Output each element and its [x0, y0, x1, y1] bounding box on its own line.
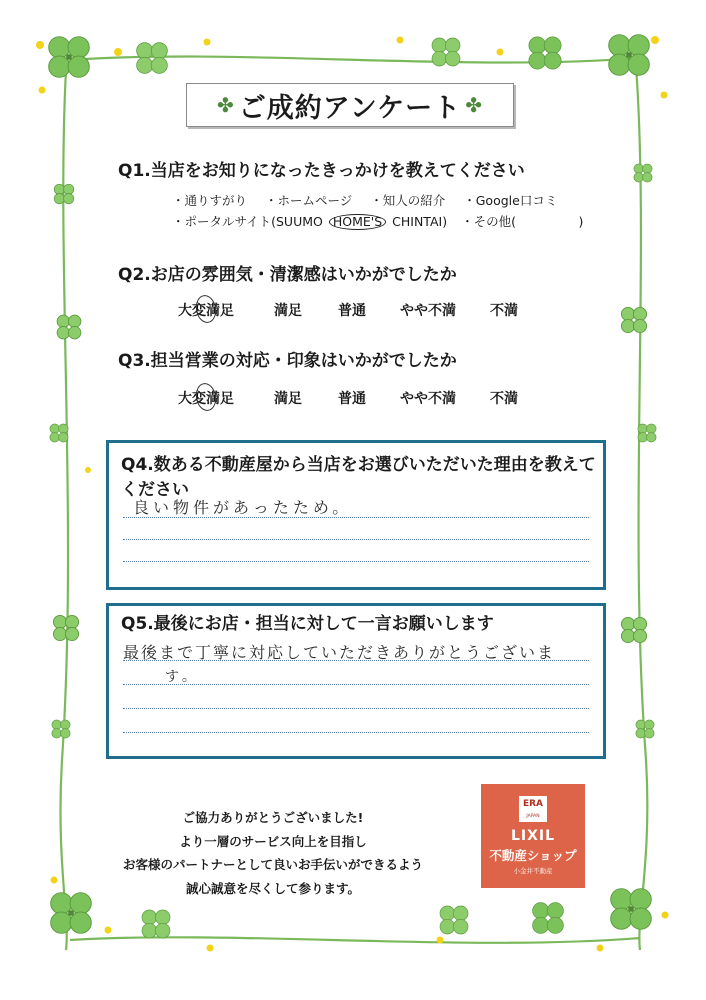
- q5-answer-box: [106, 603, 606, 759]
- q3-heading: Q3.担当営業の対応・印象はいかがでしたか: [118, 351, 457, 371]
- clover-icon: [50, 180, 78, 208]
- clover-icon: ✤: [465, 93, 483, 117]
- page-title: ご成約アンケート: [238, 92, 462, 124]
- answer-line: [123, 708, 589, 709]
- clover-icon: [42, 884, 100, 942]
- q1-option[interactable]: ・通りすがり: [172, 193, 248, 208]
- clover-icon: [600, 26, 658, 84]
- answer-line: [123, 732, 589, 733]
- q3-option[interactable]: 満足: [274, 391, 302, 407]
- closing-message: [108, 806, 438, 900]
- answer-line: [123, 684, 589, 685]
- answer-line: [123, 539, 589, 540]
- clover-icon: [632, 716, 658, 742]
- clover-icon: [616, 612, 652, 648]
- q1-options-row: [172, 190, 583, 211]
- q5-handwritten-answer[interactable]: す。: [165, 669, 200, 685]
- q2-option[interactable]: やや不満: [400, 303, 456, 319]
- q4-heading-line: ください: [121, 480, 189, 500]
- clover-icon: [136, 904, 176, 944]
- closing-line: より一層のサービス向上を目指し: [179, 833, 367, 849]
- q4-heading-line: Q4.数ある不動産屋から当店をお選びいただいた理由を教えて: [121, 455, 596, 475]
- clover-icon: [634, 420, 660, 446]
- q3-option[interactable]: 普通: [338, 391, 366, 407]
- clover-icon: [46, 420, 72, 446]
- answer-line: [123, 660, 589, 661]
- q1-heading: Q1.当店をお知りになったきっかけを教えてください: [118, 161, 525, 181]
- clover-icon: [434, 900, 474, 940]
- q1-option-selected[interactable]: HOME'S: [329, 214, 386, 230]
- q2-option[interactable]: 満足: [274, 303, 302, 319]
- answer-line: [123, 561, 589, 562]
- company-logo: [481, 784, 585, 888]
- closing-line: お客様のパートナーとして良いお手伝いができるよう: [122, 857, 423, 872]
- clover-icon: [48, 716, 74, 742]
- shop-name: 不動産ショップ: [489, 848, 577, 863]
- q2-option[interactable]: 普通: [338, 303, 366, 319]
- lixil-logo-text: LIXIL: [510, 828, 556, 844]
- answer-line: [123, 517, 589, 518]
- q4-answer-box: [106, 440, 606, 590]
- clover-icon: [426, 32, 466, 72]
- clover-icon: [522, 30, 568, 76]
- q1-option[interactable]: ・ホームページ: [265, 193, 353, 208]
- clover-icon: [48, 610, 84, 646]
- q1-option-portal[interactable]: ・ポータルサイト(SUUMO: [172, 214, 323, 229]
- era-japan-text: JAPAN: [526, 814, 540, 819]
- q1-options: [172, 190, 583, 232]
- q2-option[interactable]: 不満: [490, 303, 518, 319]
- closing-line: 誠心誠意を尽くして参ります。: [185, 880, 360, 896]
- clover-icon: [526, 896, 570, 940]
- q1-option[interactable]: ・Google口コミ: [463, 193, 558, 208]
- era-logo-text: ERA: [522, 799, 544, 809]
- clover-icon: [602, 880, 660, 938]
- q5-heading: Q5.最後にお店・担当に対して一言お願いします: [121, 614, 494, 634]
- q5-handwritten-answer[interactable]: 最後まで丁寧に対応していただきありがとうございま: [123, 643, 556, 662]
- clover-icon: [616, 302, 652, 338]
- closing-line: ご協力ありがとうございました!: [182, 810, 364, 825]
- q1-option[interactable]: ・知人の紹介: [370, 193, 446, 208]
- clover-icon: [40, 28, 98, 86]
- survey-title-box: [186, 83, 514, 127]
- clover-icon: ✤: [217, 93, 235, 117]
- q1-option-other[interactable]: ・その他( ): [461, 214, 584, 229]
- q4-handwritten-answer[interactable]: 良い物件があったため。: [133, 498, 353, 517]
- q3-option[interactable]: やや不満: [400, 391, 456, 407]
- clover-icon: [130, 36, 174, 80]
- q2-heading: Q2.お店の雰囲気・清潔感はいかがでしたか: [118, 265, 457, 285]
- q2-option-selected[interactable]: 大変満足: [178, 300, 234, 320]
- q1-options-row: [172, 211, 583, 232]
- q3-option[interactable]: 不満: [490, 391, 518, 407]
- q3-option-selected[interactable]: 大変満足: [178, 388, 234, 408]
- q1-option-portal-suffix: CHINTAI): [392, 214, 448, 229]
- clover-icon: [630, 160, 656, 186]
- clover-icon: [52, 310, 86, 344]
- shop-branch: 小金井不動産: [513, 867, 553, 875]
